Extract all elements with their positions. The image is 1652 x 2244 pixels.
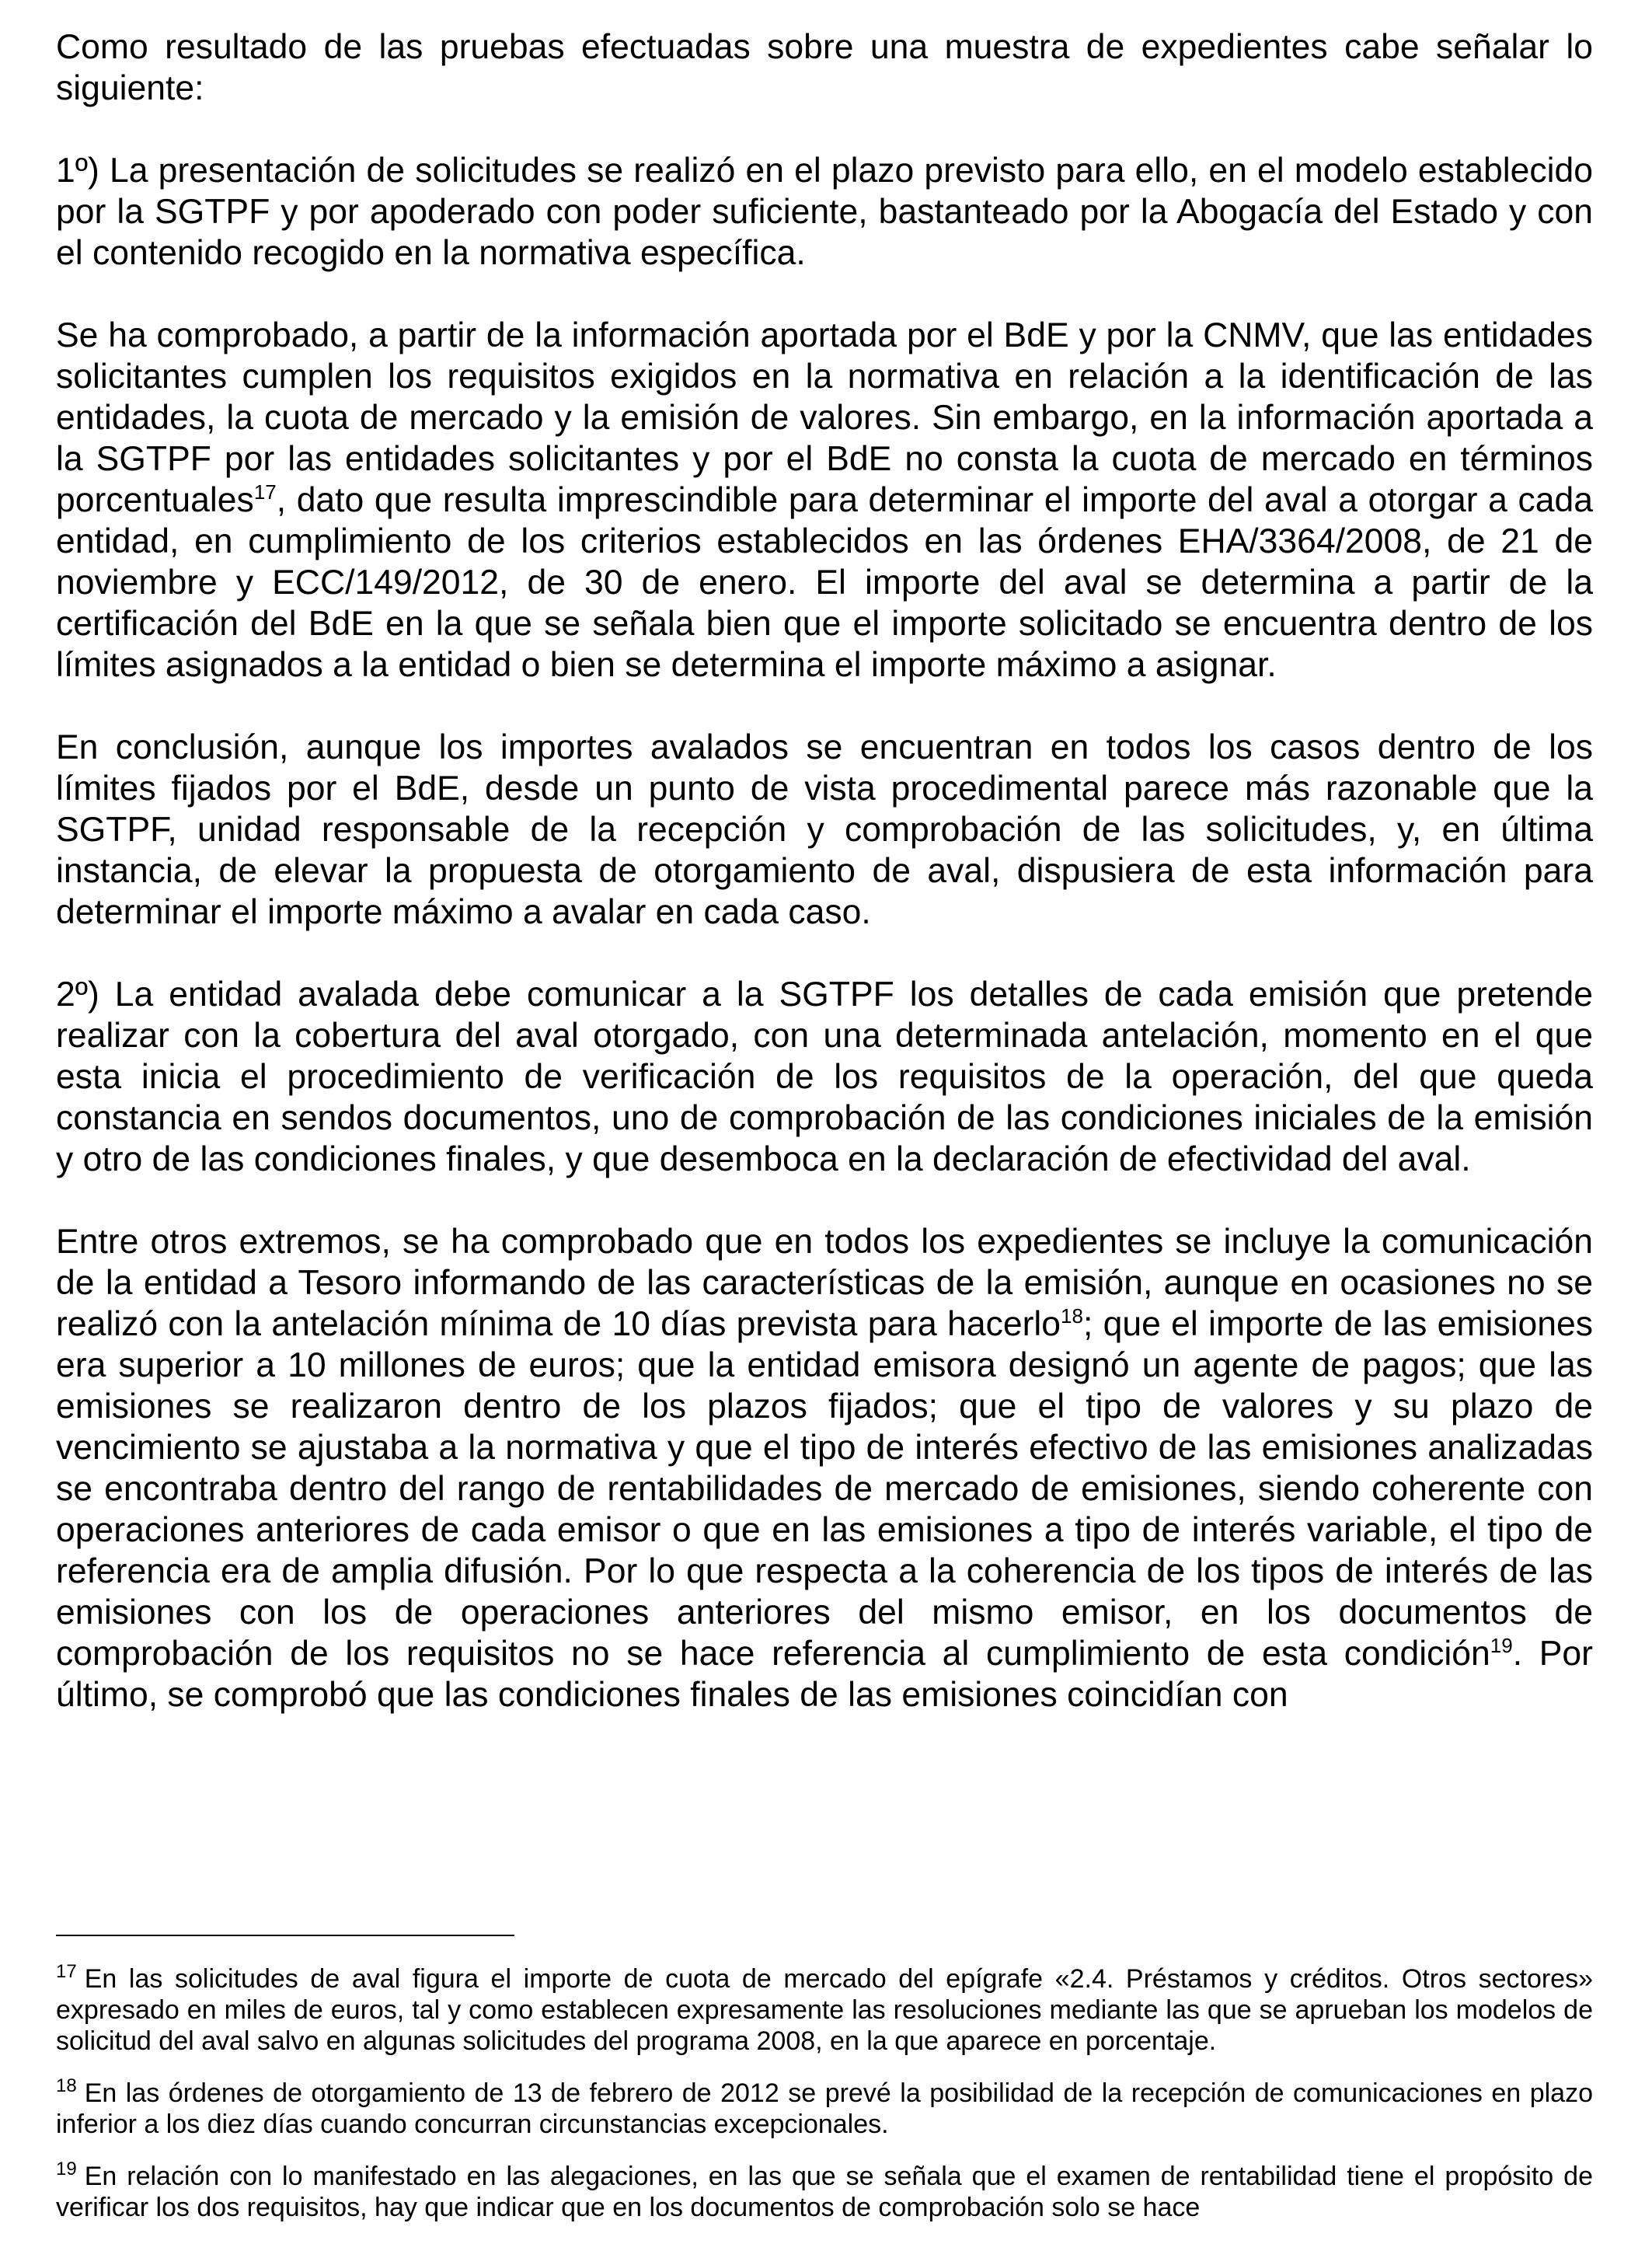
- paragraph: Entre otros extremos, se ha comprobado que en todos los expedientes se incluye la comunicación de la entidad a Tesoro informando de las características de la emisión, aunque en ocasiones no se realizó con la antelación mínima de 10 días prevista para hacerlo$^{18}$; que el importe de las emisiones era superior a 10 millones de euros; que la entidad emisora designó un agente de pagos; que las emisiones se realizaron dentro de los plazos fijados; que el tipo de valores y su plazo de vencimiento se ajustaba a la normativa y que el tipo de interés efectivo de las emisiones analizadas se encontraba dentro del rango de rentabilidades de mercado de emisiones, siendo coherente con operaciones anteriores de cada emisor o que en las emisiones a tipo de interés variable, el tipo de referencia era de amplia difusión. Por lo que respecta a la coherencia de los tipos de interés de las emisiones con los de operaciones anteriores del mismo emisor, en los documentos de comprobación de los requisitos no se hace referencia al cumplimiento de esta condición$^{19}$. Por último, se comprobó que las condiciones finales de las emisiones coincidían con: [56, 1223, 1594, 1714]
- document-body: [56, 26, 1593, 1715]
- footnote-number: 19: [56, 2158, 77, 2179]
- footnote-ref-18: 18: [1061, 1304, 1083, 1328]
- footnote-separator: [56, 1935, 514, 1936]
- footnote-17: [56, 1963, 1593, 2057]
- footnote-text: En relación con lo manifestado en las alegaciones, en las que se señala que el examen de rentabilidad tiene el propósito de verificar los dos requisitos, hay que indicar que en los documentos de comprobación solo se hace: [56, 2162, 1593, 2222]
- paragraph: 2º) La entidad avalada debe comunicar a la SGTPF los detalles de cada emisión que pretende realizar con la cobertura del aval otorgado, con una determinada antelación, momento en el que esta inicia el procedimiento de verificación de los requisitos de la operación, del que queda constancia en sendos documentos, uno de comprobación de las condiciones iniciales de la emisión y otro de las condiciones finales, y que desemboca en la declaración de efectividad del aval.: [56, 975, 1593, 1178]
- footnote-ref-17: 17: [253, 480, 277, 504]
- footnote-number: 17: [56, 1961, 77, 1982]
- paragraph: Se ha comprobado, a partir de la información aportada por el BdE y por la CNMV, que las entidades solicitantes cumplen los requisitos exigidos en la normativa en relación a la identificación de las entidades, la cuota de mercado y la emisión de valores. Sin embargo, en la información aportada a la SGTPF por las entidades solicitantes y por el BdE no consta la cuota de mercado en términos porcentuales$^{17}$, dato que resulta imprescindible para determinar el importe del aval a otorgar a cada entidad, en cumplimiento de los criterios establecidos en las órdenes EHA/3364/2008, de 21 de noviembre y ECC/149/2012, de 30 de enero. El importe del aval se determina a partir de la certificación del BdE en la que se señala bien que el importe solicitado se encuentra dentro de los límites asignados a la entidad o bien se determina el importe máximo a asignar.: [56, 316, 1593, 684]
- footnote-19: [56, 2158, 1593, 2223]
- footnote-number: 18: [56, 2075, 77, 2096]
- paragraph: En conclusión, aunque los importes avalados se encuentran en todos los casos dentro de los límites fijados por el BdE, desde un punto de vista procedimental parece más razonable que la SGTPF, unidad responsable de la recepción y comprobación de las solicitudes, y, en última instancia, de elevar la propuesta de otorgamiento de aval, dispusiera de esta información para determinar el importe máximo a avalar en cada caso.: [56, 728, 1593, 931]
- footnotes: [56, 1963, 1593, 2244]
- paragraph: Como resultado de las pruebas efectuadas sobre una muestra de expedientes cabe señalar lo siguiente:: [56, 28, 1593, 107]
- paragraph: 1º) La presentación de solicitudes se realizó en el plazo previsto para ello, en el modelo establecido por la SGTPF y por apoderado con poder suficiente, bastanteado por la Abogacía del Estado y con el contenido recogido en la normativa específica.: [56, 152, 1593, 272]
- footnote-ref-19: 19: [1490, 1634, 1513, 1657]
- footnote-18: [56, 2075, 1593, 2140]
- footnote-text: En las solicitudes de aval figura el importe de cuota de mercado del epígrafe «2.4. Préstamos y créditos. Otros sectores» expresado en miles de euros, tal y como establecen expresamente las resoluciones mediante las que se aprueban los modelos de solicitud del aval salvo en algunas solicitudes del programa 2008, en la que aparece en porcentaje.: [56, 1964, 1593, 2056]
- footnote-text: En las órdenes de otorgamiento de 13 de febrero de 2012 se prevé la posibilidad de la recepción de comunicaciones en plazo inferior a los diez días cuando concurran circunstancias excepcionales.: [56, 2078, 1593, 2139]
